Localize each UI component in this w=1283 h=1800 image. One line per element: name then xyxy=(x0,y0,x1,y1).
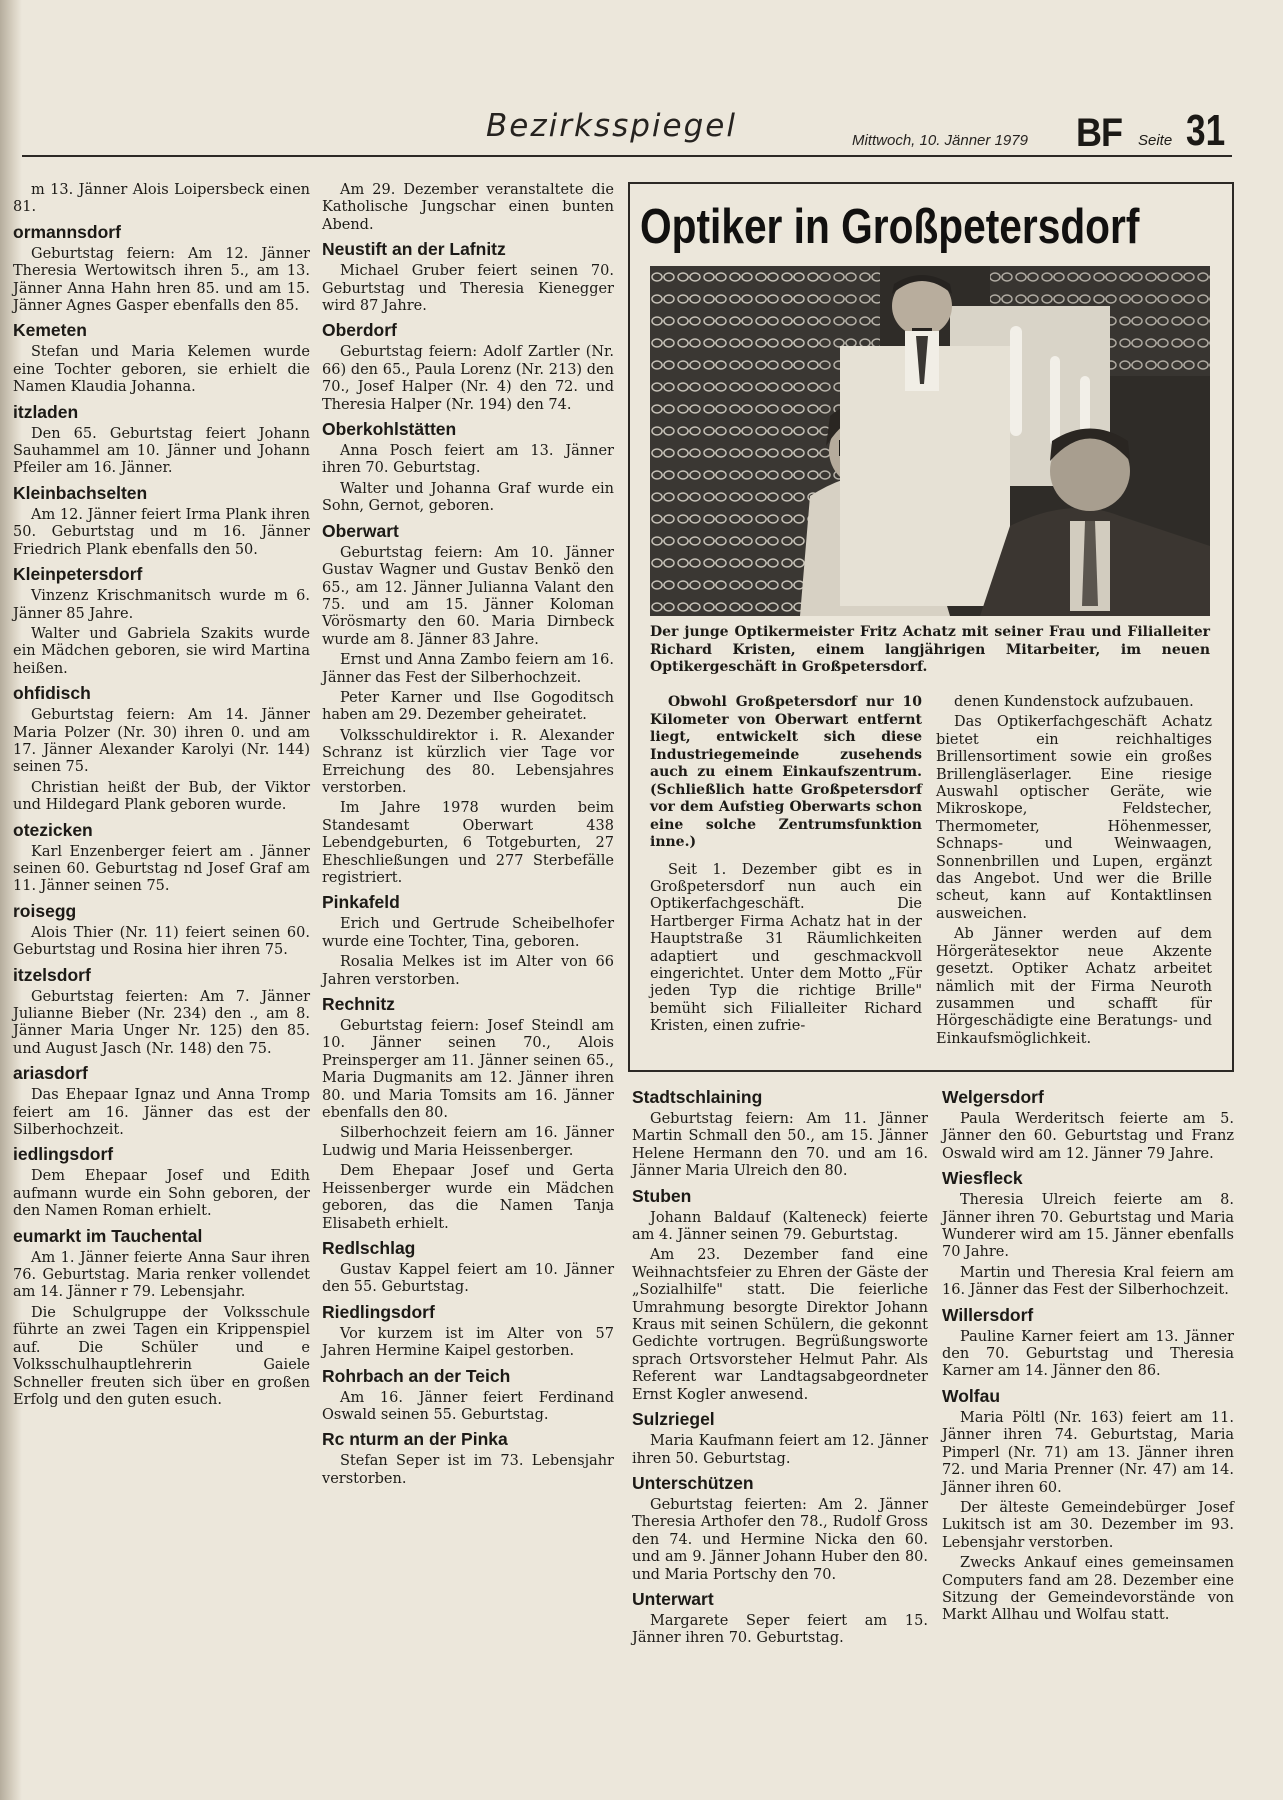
feature-lead: Obwohl Großpetersdorf nur 10 Kilometer von Oberwart entfernt liegt, entwickelt sich diese Industriegemeinde zusehends auch zu einem Einkaufszentrum. (Schließlich hatte Großpetersdorf vor dem Aufstieg Oberwarts schon eine solche Zentrumsfunktion inne.) xyxy=(650,694,922,850)
news-paragraph: Der älteste Gemeindebürger Josef Lukitsch ist am 30. Dezember im 93. Lebensjahr verstorben. xyxy=(942,1499,1234,1551)
feature-photo xyxy=(650,266,1210,616)
news-paragraph: Peter Karner und Ilse Gogoditsch haben am 29. Dezember geheiratet. xyxy=(322,689,614,724)
news-paragraph: Zwecks Ankauf eines gemeinsamen Computers fand am 28. Dezember eine Sitzung der Gemeindevorstände von Markt Allhau und Wolfau statt. xyxy=(942,1555,1234,1624)
locality-heading: Rohrbach an der Teich xyxy=(322,1365,511,1386)
news-item xyxy=(322,418,614,516)
locality-heading: Willersdorf xyxy=(942,1304,1034,1325)
section-title: Bezirksspiegel xyxy=(486,108,737,144)
locality-heading: Rechnitz xyxy=(322,994,395,1015)
news-paragraph: Theresia Ulreich feierte am 8. Jänner ihren 70. Geburtstag und Maria Wunderer wird am 15. Jänner ebenfalls 70 Jahre. xyxy=(942,1192,1234,1261)
news-paragraph: Volksschuldirektor i. R. Alexander Schranz ist kürzlich vier Tage vor Erreichung des 80. Lebensjahres verstorben. xyxy=(322,727,614,796)
news-paragraph: Karl Enzenberger feiert am . Jänner seinen 60. Geburtstag nd Josef Graf am 11. Jänner seinen 75. xyxy=(13,843,310,895)
news-paragraph: Silberhochzeit feiern am 16. Jänner Ludwig und Maria Heissenberger. xyxy=(322,1125,614,1159)
news-paragraph: Dem Ehepaar Josef und Gerta Heissenberger wurde ein Mädchen geboren, das die Namen Tanja Elisabeth erhielt. xyxy=(322,1163,614,1232)
news-paragraph: Alois Thier (Nr. 11) feiert seinen 60. Geburtstag und Rosina hier ihren 75. xyxy=(13,924,310,959)
news-item xyxy=(322,1237,614,1297)
news-paragraph: Johann Baldauf (Kalteneck) feierte am 4. Jänner seinen 79. Geburtstag. xyxy=(632,1209,928,1244)
page-number: 31 xyxy=(1186,106,1226,155)
news-paragraph: Christian heißt der Bub, der Viktor und Hildegard Plank geboren wurde. xyxy=(13,779,310,814)
news-paragraph: Stefan und Maria Kelemen wurde eine Tochter geboren, sie erhielt die Namen Klaudia Johanna. xyxy=(13,344,310,396)
locality-heading: ariasdorf xyxy=(13,1063,88,1084)
news-paragraph: Geburtstag feierten: Am 7. Jänner Julianne Bieber (Nr. 234) den ., am 8. Jänner Maria Unger Nr. 125) den 85. und August Jasch (Nr. 148) den 75. xyxy=(13,988,310,1057)
locality-heading: Kemeten xyxy=(13,320,87,341)
article-paragraph: Ab Jänner werden auf dem Hörgerätesektor neue Akzente gesetzt. Optiker Achatz arbeitet nämlich mit der Firma Neuroth zusammen und schafft für Hörgeschädigte eine Beratungs- und Einkaufsmöglichkeit. xyxy=(936,926,1212,1047)
news-paragraph: Geburtstag feiern: Am 14. Jänner Maria Polzer (Nr. 30) ihren 0. und am 17. Jänner Alexander Karolyi (Nr. 144) seinen 75. xyxy=(13,707,310,776)
news-paragraph: Geburtstag feiern: Am 10. Jänner Gustav Wagner und Gustav Benkö den 65., am 12. Jänner Julianna Valant den 75. und am 15. Jänner Koloman Vörösmarty den 60. Maria Dirnbeck wurde am 8. Jänner 83 Jahre. xyxy=(322,544,614,648)
locality-heading: Oberkohlstätten xyxy=(322,419,457,440)
news-item xyxy=(942,1304,1234,1381)
locality-heading: Unterwart xyxy=(632,1588,714,1609)
news-item xyxy=(322,1365,614,1425)
news-item xyxy=(322,891,614,989)
locality-heading: Stadtschlaining xyxy=(632,1087,763,1107)
news-paragraph: Maria Pöltl (Nr. 163) feiert am 11. Jänner ihren 74. Geburtstag, Maria Pimperl (Nr. 71) am 13. Jänner ihren 72. und Maria Prenner (Nr. 47) am 14. Jänner ihren 60. xyxy=(942,1409,1234,1496)
masthead-rule xyxy=(22,155,1232,157)
page-label: Seite xyxy=(1138,132,1173,149)
news-item xyxy=(322,319,614,414)
locality-heading: otezicken xyxy=(13,819,93,840)
locality-heading: Neustift an der Lafnitz xyxy=(322,239,506,260)
news-item xyxy=(13,563,310,678)
news-paragraph: Am 29. Dezember veranstaltete die Katholische Jungschar einen bunten Abend. xyxy=(322,182,614,233)
locality-heading: Kleinbachselten xyxy=(13,482,148,503)
locality-heading: Oberwart xyxy=(322,520,399,541)
news-paragraph: m 13. Jänner Alois Loipersbeck einen 81. xyxy=(13,182,310,216)
news-item xyxy=(13,482,310,559)
feature-headline: Optiker in Großpetersdorf xyxy=(640,200,1140,254)
news-paragraph: Am 1. Jänner feierte Anna Saur ihren 76. Geburtstag. Maria renker vollendet am 14. Jänner r 79. Lebensjahr. xyxy=(13,1249,310,1301)
news-paragraph: Geburtstag feierten: Am 2. Jänner Theresia Arthofer den 78., Rudolf Gross den 74. und Hermine Nicka den 60. und am 9. Jänner Johann Huber den 80. und Maria Portschy den 70. xyxy=(632,1496,928,1583)
news-item xyxy=(13,819,310,896)
news-item xyxy=(942,1086,1234,1163)
news-item xyxy=(632,1185,928,1404)
news-item xyxy=(632,1588,928,1648)
news-item xyxy=(13,964,310,1059)
news-paragraph: Am 16. Jänner feiert Ferdinand Oswald seinen 55. Geburtstag. xyxy=(322,1389,614,1423)
locality-heading: Wiesfleck xyxy=(942,1168,1023,1189)
news-item xyxy=(632,1086,928,1181)
news-item xyxy=(13,1225,310,1410)
locality-heading: Pinkafeld xyxy=(322,892,400,913)
locality-heading: Kleinpetersdorf xyxy=(13,564,143,585)
news-paragraph: Pauline Karner feiert am 13. Jänner den 70. Geburtstag und Theresia Karner am 14. Jänner den 86. xyxy=(942,1328,1234,1380)
locality-heading: Welgersdorf xyxy=(942,1087,1044,1107)
feature-body-left xyxy=(650,694,922,1039)
news-item xyxy=(942,1385,1234,1625)
locality-heading: Stuben xyxy=(632,1185,692,1206)
feature-body-right xyxy=(936,694,1212,1051)
news-paragraph: Paula Werderitsch feierte am 5. Jänner den 60. Geburtstag und Franz Oswald wird am 12. Jänner 79 Jahre. xyxy=(942,1111,1234,1162)
column-fourth-lower xyxy=(942,1082,1234,1792)
news-paragraph: Das Ehepaar Ignaz und Anna Tromp feiert am 16. Jänner das est der Silberhochzeit. xyxy=(13,1087,310,1139)
news-item xyxy=(13,401,310,478)
photo-caption: Der junge Optikermeister Fritz Achatz mit seiner Frau und Filialleiter Richard Kristen, einem langjährigen Mitarbeiter, im neuen Optikergeschäft in Großpetersdorf. xyxy=(650,624,1210,675)
locality-heading: roisegg xyxy=(13,900,77,921)
news-paragraph: Geburtstag feiern: Adolf Zartler (Nr. 66) den 65., Paula Lorenz (Nr. 213) den 70., Josef Halper (Nr. 4) den 72. und Theresia Halper (Nr. 194) den 74. xyxy=(322,344,614,413)
news-paragraph: Gustav Kappel feiert am 10. Jänner den 55. Geburtstag. xyxy=(322,1261,614,1296)
news-paragraph: Michael Gruber feiert seinen 70. Geburtstag und Theresia Kienegger wird 87 Jahre. xyxy=(322,263,614,315)
news-paragraph: Geburtstag feiern: Am 11. Jänner Martin Schmall den 50., am 15. Jänner Helene Hermann den 70. und am 16. Jänner Maria Ulreich den 80. xyxy=(632,1111,928,1180)
column-second xyxy=(322,182,614,1792)
locality-heading: Redlschlag xyxy=(322,1237,416,1258)
issue-date: Mittwoch, 10. Jänner 1979 xyxy=(852,132,1028,149)
news-item xyxy=(632,1472,928,1584)
locality-heading: Oberdorf xyxy=(322,320,397,341)
news-paragraph: Walter und Johanna Graf wurde ein Sohn, Gernot, geboren. xyxy=(322,480,614,515)
news-item xyxy=(322,993,614,1233)
news-item xyxy=(13,1143,310,1220)
locality-heading: Wolfau xyxy=(942,1385,1001,1406)
news-paragraph: Rosalia Melkes ist im Alter von 66 Jahren verstorben. xyxy=(322,954,614,988)
optician-shop-photo xyxy=(650,266,1210,616)
locality-heading: itzelsdorf xyxy=(13,964,91,985)
news-paragraph: Im Jahre 1978 wurden beim Standesamt Oberwart 438 Lebendgeburten, 6 Totgeburten, 27 Eheschließungen und 277 Sterbefälle registriert. xyxy=(322,800,614,886)
news-paragraph: Den 65. Geburtstag feiert Johann Sauhammel am 10. Jänner und Johann Pfeiler am 16. Jänner. xyxy=(13,425,310,477)
news-item xyxy=(322,1301,614,1361)
locality-heading: Unterschützen xyxy=(632,1472,754,1493)
news-paragraph: Geburtstag feiern: Josef Steindl am 10. Jänner seinen 70., Alois Preinsperger am 11. Jänner seinen 65., Maria Dugmanits am 12. Jänner ihren 80. und Maria Tomsits am 16. Jänner ebenfalls den 80. xyxy=(322,1018,614,1122)
article-paragraph: Das Optikerfachgeschäft Achatz bietet ein reichhaltiges Brillensortiment sowie ein großes Brillengläserlager. Eine riesige Auswahl optischer Geräte, wie Mikroskope, Feldstecher, Thermometer, Höhenmesser, Schnaps- und Weinwaagen, Sonnenbrillen und Lupen, ergänzt das Angebot. Und wer die Brille scheut, kann auf Kontaktlinsen ausweichen. xyxy=(936,714,1212,922)
locality-heading: iedlingsdorf xyxy=(13,1144,114,1165)
news-paragraph: Am 23. Dezember fand eine Weihnachtsfeier zu Ehren der Gäste der „Sozialhilfe" statt. Die feierliche Umrahmung besorgte Direktor Johann Kraus mit seinen Schülern, die gekonnt Gedichte vortrugen. Begrüßungsworte sprach Ortsvorsteher Helmut Pahr. Als Referent war Landtagsabgeordneter Ernst Kogler anwesend. xyxy=(632,1247,928,1403)
news-paragraph: Vor kurzem ist im Alter von 57 Jahren Hermine Kaipel gestorben. xyxy=(322,1325,614,1360)
column-third-lower xyxy=(632,1082,928,1792)
news-item xyxy=(13,319,310,396)
news-item xyxy=(632,1408,928,1468)
article-paragraph: denen Kundenstock aufzubauen. xyxy=(954,694,1194,710)
locality-heading: itzladen xyxy=(13,401,79,422)
locality-heading: eumarkt im Tauchental xyxy=(13,1225,203,1246)
news-item xyxy=(13,682,310,814)
column-left xyxy=(13,182,310,1792)
locality-heading: Rc nturm an der Pinka xyxy=(322,1429,508,1450)
news-paragraph: Ernst und Anna Zambo feiern am 16. Jänner das Fest der Silberhochzeit. xyxy=(322,652,614,686)
news-paragraph: Maria Kaufmann feiert am 12. Jänner ihren 50. Geburtstag. xyxy=(632,1433,928,1467)
locality-heading: Riedlingsdorf xyxy=(322,1301,435,1322)
news-paragraph: Dem Ehepaar Josef und Edith aufmann wurde ein Sohn geboren, der den Namen Roman erhielt. xyxy=(13,1168,310,1220)
news-item xyxy=(942,1167,1234,1299)
news-paragraph: Vinzenz Krischmanitsch wurde m 6. Jänner 85 Jahre. xyxy=(13,588,310,622)
news-paragraph: Erich und Gertrude Scheibelhofer wurde eine Tochter, Tina, geboren. xyxy=(322,916,614,950)
news-item xyxy=(322,182,614,234)
news-item xyxy=(322,1428,614,1488)
newspaper-logo: BF xyxy=(1076,109,1122,155)
news-paragraph: Am 12. Jänner feiert Irma Plank ihren 50. Geburtstag und m 16. Jänner Friedrich Plank ebenfalls den 50. xyxy=(13,506,310,558)
locality-heading: ormannsdorf xyxy=(13,221,121,242)
news-paragraph: Walter und Gabriela Szakits wurde ein Mädchen geboren, sie wird Martina heißen. xyxy=(13,625,310,677)
news-paragraph: Die Schulgruppe der Volksschule führte an zwei Tagen ein Krippenspiel auf. Die Schüler und e Volksschulhauptlehrerin Gaiele Schneller freuten sich über en großen Erfolg und den guten esuch. xyxy=(13,1304,310,1408)
news-paragraph: Anna Posch feiert am 13. Jänner ihren 70. Geburtstag. xyxy=(322,443,614,477)
news-paragraph: Geburtstag feiern: Am 12. Jänner Theresia Wertowitsch ihren 5., am 13. Jänner Anna Hahn hren 85. und am 15. Jänner Agnes Gasper ebenfalls den 85. xyxy=(13,245,310,315)
news-paragraph: Stefan Seper ist im 73. Lebensjahr verstorben. xyxy=(322,1453,614,1487)
locality-heading: ohfidisch xyxy=(13,683,91,704)
masthead xyxy=(22,100,1232,160)
news-item xyxy=(13,221,310,316)
news-item xyxy=(322,520,614,888)
news-paragraph: Martin und Theresia Kral feiern am 16. Jänner das Fest der Silberhochzeit. xyxy=(942,1264,1234,1299)
article-paragraph: Seit 1. Dezember gibt es in Großpetersdorf nun auch ein Optikerfachgeschäft. Die Hartberger Firma Achatz hat in der Hauptstraße 31 Räumlichkeiten adaptiert und geschmackvoll eingerichtet. Unter dem Motto „Für jeden Typ die richtige Brille" bemüht sich Filialleiter Richard Kristen, einen zufrie- xyxy=(650,861,922,1035)
locality-heading: Sulzriegel xyxy=(632,1409,715,1430)
news-item xyxy=(13,900,310,960)
news-paragraph: Margarete Seper feiert am 15. Jänner ihren 70. Geburtstag. xyxy=(632,1612,928,1647)
feature-article-box xyxy=(628,182,1234,1072)
news-item xyxy=(13,1062,310,1139)
news-item xyxy=(322,238,614,315)
news-item xyxy=(13,182,310,217)
